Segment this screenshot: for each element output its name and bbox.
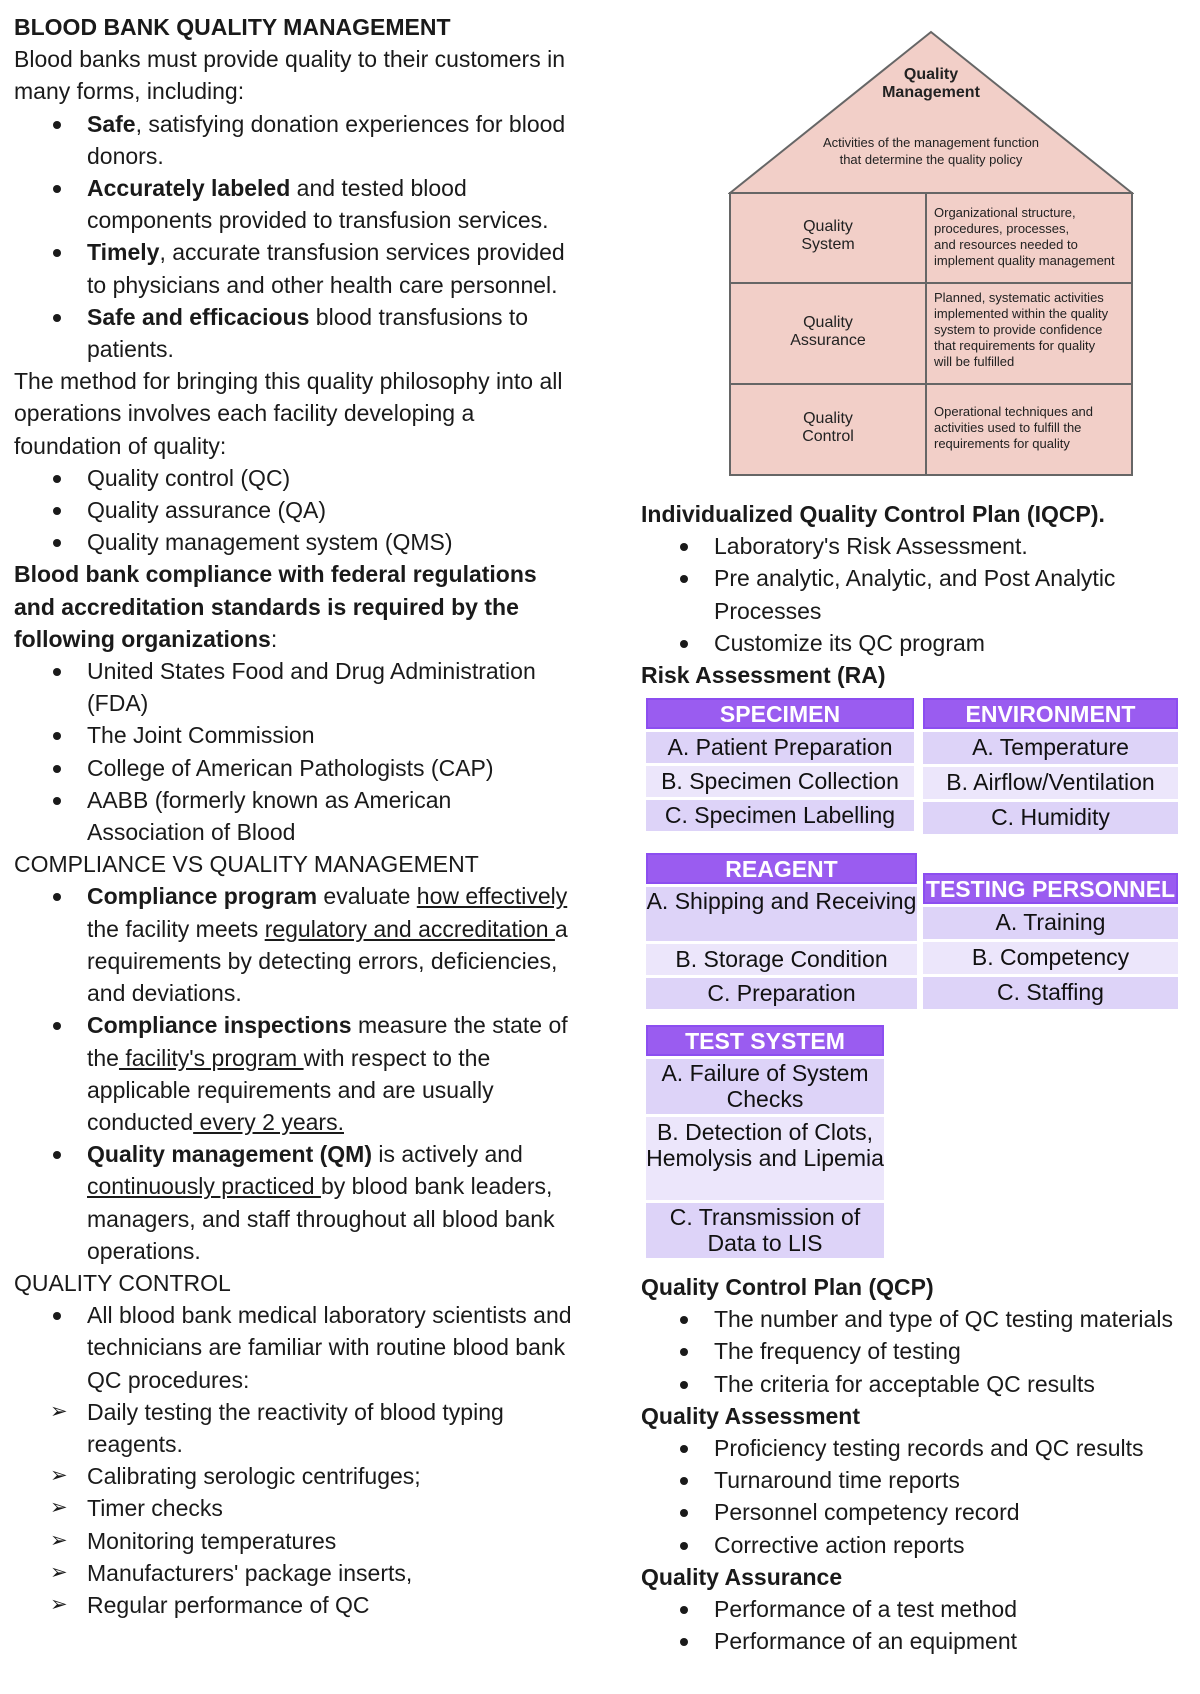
arrow-icon: ➢ xyxy=(50,1560,68,1584)
ra-personnel-box xyxy=(923,873,1178,1009)
ra-test-system-box xyxy=(646,1025,884,1258)
list-item: College of American Pathologists (CAP) xyxy=(87,754,494,781)
qc-list xyxy=(14,1299,574,1621)
method-text: The method for bringing this quality philosophy into all operations involves each facility developing a foundation of quality: xyxy=(14,368,563,459)
ra-box-item: C. Staffing xyxy=(923,974,1178,1009)
list-item: ➢ Timer checks xyxy=(14,1492,574,1524)
ra-box-item: C. Transmission of Data to LIS xyxy=(646,1200,884,1258)
cvq-list xyxy=(14,880,574,1266)
ra-box-item: B. Specimen Collection xyxy=(646,763,914,797)
ra-box-item: B. Airflow/Ventilation xyxy=(923,764,1178,799)
compliance-heading: Blood bank compliance with federal regulations and accreditation standards is required by the following organizations: xyxy=(14,561,537,652)
list-item: ➢ Daily testing the reactivity of blood typing reagents. xyxy=(14,1396,574,1460)
ra-specimen-box xyxy=(646,698,914,831)
left-column xyxy=(14,11,574,1621)
row-desc-quality-system: Organizational structure, procedures, processes, and resources needed to implement quality management xyxy=(934,205,1115,268)
row-desc-quality-assurance: Planned, systematic activities implemented within the quality system to provide confidence that requirements for quality will be fulfilled xyxy=(934,290,1109,369)
list-item: Quality management system (QMS) xyxy=(87,529,453,556)
row-label-quality-control: Quality Control xyxy=(802,410,854,445)
list-item: The criteria for acceptable QC results xyxy=(714,1370,1095,1397)
organizations-list xyxy=(14,655,574,848)
quality-assurance-heading: Quality Assurance xyxy=(641,1563,843,1590)
list-item: Customize its QC program xyxy=(714,629,985,656)
right-column-bottom xyxy=(641,1271,1193,1657)
intro-text: Blood banks must provide quality to their customers in many forms, including: xyxy=(14,46,565,105)
ra-environment-box xyxy=(923,698,1178,834)
quality-house-diagram xyxy=(728,30,1134,477)
list-item: Proficiency testing records and QC results xyxy=(714,1435,1144,1462)
ra-box-item: B. Storage Condition xyxy=(646,941,917,975)
row-desc-quality-control: Operational techniques and activities used to fulfill the requirements for quality xyxy=(934,404,1094,451)
list-item: Laboratory's Risk Assessment. xyxy=(714,533,1028,560)
list-item: ➢ Monitoring temperatures xyxy=(14,1525,574,1557)
arrow-icon: ➢ xyxy=(50,1399,68,1423)
arrow-icon: ➢ xyxy=(50,1528,68,1552)
list-item: AABB (formerly known as American Association of Blood xyxy=(87,786,452,846)
right-column-top xyxy=(641,498,1193,691)
qc-heading: QUALITY CONTROL xyxy=(14,1269,231,1296)
ra-box-item: A. Shipping and Receiving xyxy=(646,884,917,941)
ra-box-item: B. Detection of Clots, Hemolysis and Lipemia xyxy=(646,1114,884,1200)
ra-box-item: C. Humidity xyxy=(923,799,1178,834)
roof-subtitle: Activities of the management function that determine the quality policy xyxy=(822,135,1040,167)
list-item: Safe and efficacious blood transfusions to patients. xyxy=(87,303,529,363)
list-item: ➢ Regular performance of QC xyxy=(14,1589,574,1621)
qcp-heading: Quality Control Plan (QCP) xyxy=(641,1274,934,1300)
compliance-vs-heading: COMPLIANCE VS QUALITY MANAGEMENT xyxy=(14,851,479,878)
list-item: Turnaround time reports xyxy=(714,1467,960,1494)
arrow-icon: ➢ xyxy=(50,1496,68,1520)
ra-reagent-box xyxy=(646,853,917,1009)
foundation-list xyxy=(14,462,574,559)
ra-box-item: C. Preparation xyxy=(646,975,917,1009)
roof-title: Quality Management xyxy=(882,66,980,101)
list-item: ➢ Manufacturers' package inserts, xyxy=(14,1557,574,1589)
row-label-quality-assurance: Quality Assurance xyxy=(790,314,866,349)
arrow-icon: ➢ xyxy=(50,1464,68,1488)
quality-assessment-list xyxy=(641,1432,1193,1561)
list-item: The number and type of QC testing materials xyxy=(714,1306,1173,1333)
ra-heading: Risk Assessment (RA) xyxy=(641,662,886,689)
list-item: Corrective action reports xyxy=(714,1531,965,1558)
list-item: Personnel competency record xyxy=(714,1499,1020,1526)
list-item: Quality control (QC) xyxy=(87,464,291,491)
ra-box-item: A. Failure of System Checks xyxy=(646,1056,884,1114)
list-item: Quality management (QM) is actively and continuously practiced by blood bank leaders, managers, and staff throughout all blood bank operations. xyxy=(87,1141,555,1264)
ra-box-item: A. Temperature xyxy=(923,729,1178,764)
list-item: All blood bank medical laboratory scientists and technicians are familiar with routine blood bank QC procedures: xyxy=(87,1302,572,1393)
list-item: Quality assurance (QA) xyxy=(87,497,327,524)
list-item: Accurately labeled and tested blood components provided to transfusion services. xyxy=(87,175,549,234)
iqcp-heading: Individualized Quality Control Plan (IQCP). xyxy=(641,501,1105,527)
list-item: ➢ Calibrating serologic centrifuges; xyxy=(14,1460,574,1492)
list-item: United States Food and Drug Administration (FDA) xyxy=(87,658,536,717)
list-item: Compliance inspections measure the state of the facility's program with respect to the applicable requirements and are usually conducted every 2 years. xyxy=(87,1012,568,1135)
list-item: Performance of a test method xyxy=(714,1596,1017,1623)
list-item: Performance of an equipment xyxy=(714,1628,1018,1655)
quality-assurance-list xyxy=(641,1593,1193,1657)
quality-assessment-heading: Quality Assessment xyxy=(641,1402,861,1429)
ra-box-item: C. Specimen Labelling xyxy=(646,797,914,831)
qcp-list xyxy=(641,1303,1193,1400)
ra-box-header: ENVIRONMENT xyxy=(923,698,1178,729)
ra-box-item: A. Patient Preparation xyxy=(646,729,914,763)
list-item: Compliance program evaluate how effectively the facility meets regulatory and accreditation a requirements by detecting errors, deficiencies, and deviations. xyxy=(87,883,568,1007)
main-title: BLOOD BANK QUALITY MANAGEMENT xyxy=(14,14,451,40)
ra-box-item: A. Training xyxy=(923,904,1178,939)
arrow-icon: ➢ xyxy=(50,1592,68,1616)
ra-box-header: TESTING PERSONNEL xyxy=(923,873,1178,904)
ra-box-header: SPECIMEN xyxy=(646,698,914,729)
iqcp-list xyxy=(641,530,1193,659)
row-label-quality-system: Quality System xyxy=(801,218,855,253)
ra-box-header: TEST SYSTEM xyxy=(646,1025,884,1056)
list-item: Safe, satisfying donation experiences for blood donors. xyxy=(87,110,566,169)
list-item: The Joint Commission xyxy=(87,722,315,749)
customer-list xyxy=(14,108,574,366)
ra-box-item: B. Competency xyxy=(923,939,1178,974)
list-item: The frequency of testing xyxy=(714,1338,961,1365)
ra-box-header: REAGENT xyxy=(646,853,917,884)
list-item: Timely, accurate transfusion services provided to physicians and other health care personnel. xyxy=(87,239,565,298)
list-item: Pre analytic, Analytic, and Post Analytic Processes xyxy=(714,565,1116,624)
